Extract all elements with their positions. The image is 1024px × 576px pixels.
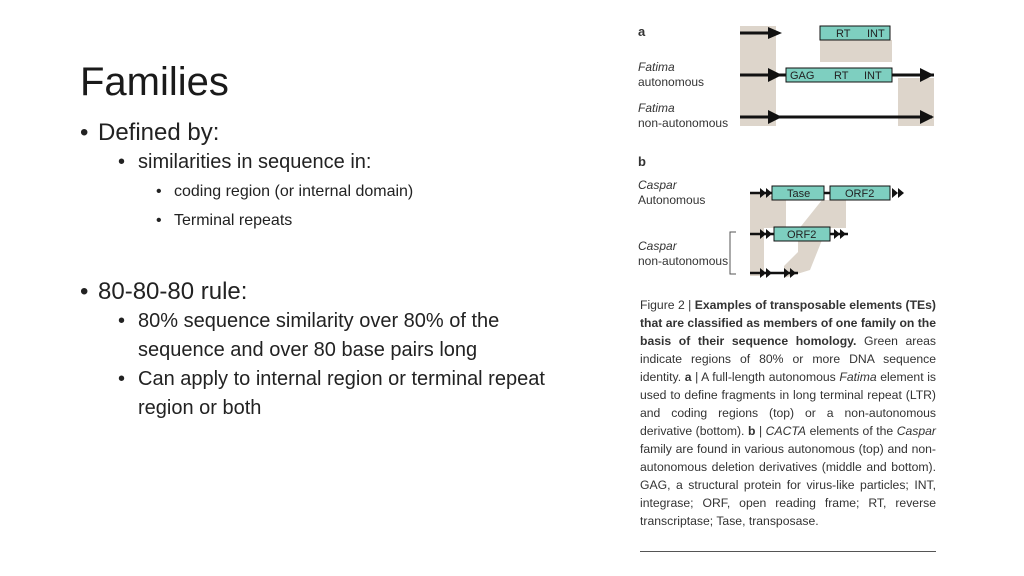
caspar-nonautonomous-label: Caspar non-autonomous [638,239,729,268]
bullet-80-rule: • 80-80-80 rule: [80,277,580,307]
bullet-defined-by: • Defined by: [80,118,580,148]
rt-label: RT [836,28,851,40]
panel-a-label: a [638,24,646,39]
bullet-list [80,118,580,423]
orf2-label-2: ORF2 [787,229,817,241]
bullet-coding-region: • coding region (or internal domain) [80,177,580,206]
gag-label: GAG [790,70,815,82]
caspar-autonomous-label: Caspar Autonomous [638,178,706,207]
tase-label: Tase [787,188,811,200]
int-label: INT [867,28,885,40]
caption-divider [640,551,936,552]
te-figure [634,16,936,556]
te-diagram [634,16,936,291]
panel-b-label: b [638,154,646,169]
bullet-apply-region: • Can apply to internal region or terminal repeat region or both [80,365,580,423]
fatima-autonomous-label: Fatima autonomous [638,60,705,89]
bullet-terminal-repeats: • Terminal repeats [80,206,580,235]
figure-caption: Figure 2 | Examples of transposable elements (TEs) that are classified as members of one family on the basis of their sequence homology. Green areas indicate regions of 80% or more DNA sequence identity. a | A full-length autonomous Fatima element is used to define fragments in long terminal repeat (LTR) and coding regions (top) or a non-autonomous derivative (bottom). b | CACTA elements of the Caspar family are found in various autonomous (top) and non-autonomous deletion derivatives (middle and bottom). GAG, a structural protein for virus-like particles; INT, integrase; ORF, open reading frame; RT, reverse transcriptase; Tase, transposase. [640,298,936,528]
fatima-nonautonomous-label: Fatima non-autonomous [638,101,729,130]
bullet-similarities: • similarities in sequence in: [80,148,580,177]
orf2-label: ORF2 [845,188,875,200]
homology-shade-coding [820,40,892,62]
bullet-80-similarity: • 80% sequence similarity over 80% of the sequence and over 80 base pairs long [80,307,580,365]
slide-title: Families [80,60,229,104]
rt-label-2: RT [834,70,849,82]
int-label-2: INT [864,70,882,82]
